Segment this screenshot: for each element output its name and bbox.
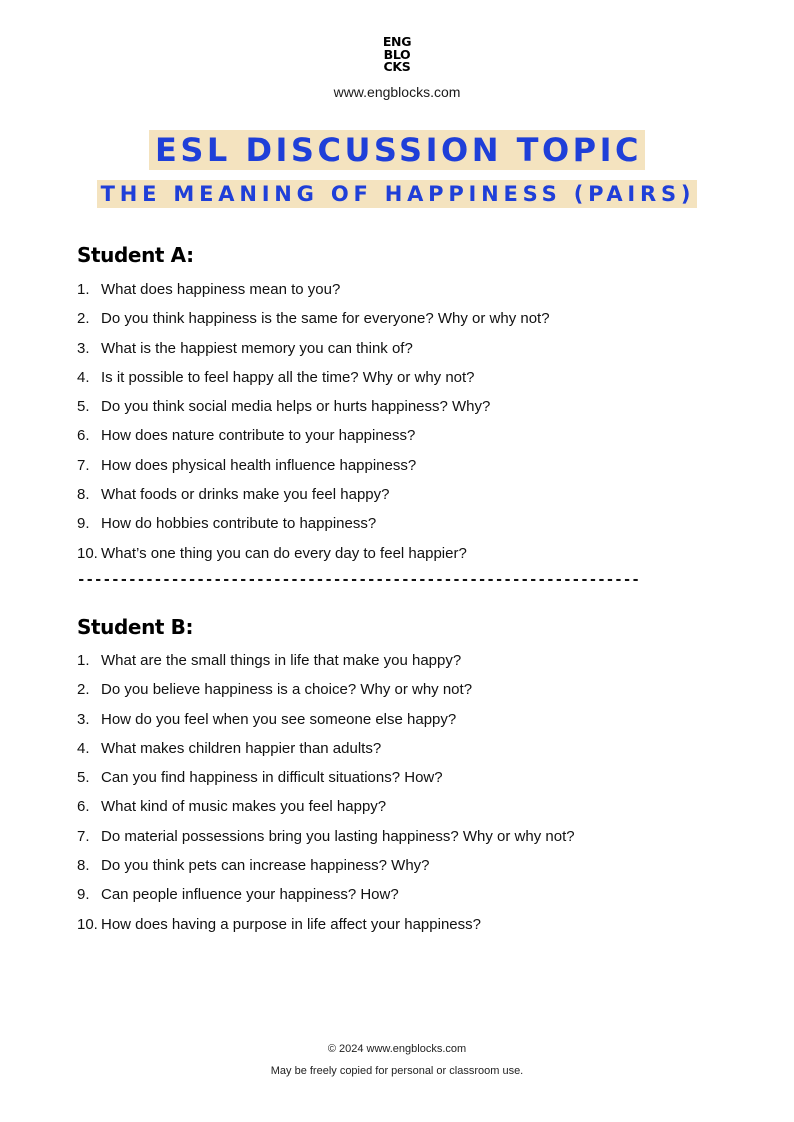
question-number: 1. <box>77 652 90 669</box>
title-sub-wrap <box>0 180 794 208</box>
question-item <box>77 485 737 514</box>
question-text: How do hobbies contribute to happiness? <box>101 515 377 533</box>
logo-line: ENG <box>382 34 412 49</box>
question-item <box>77 827 737 856</box>
title-main-wrap <box>0 130 794 170</box>
student-b-heading: Student B: <box>77 615 194 639</box>
question-item <box>77 368 737 397</box>
question-item <box>77 339 737 368</box>
question-item <box>77 885 737 914</box>
question-item <box>77 426 737 455</box>
question-number: 1. <box>77 281 90 298</box>
question-item <box>77 544 737 573</box>
question-text: What’s one thing you can do every day to feel happier? <box>101 544 467 562</box>
question-text: What are the small things in life that make you happy? <box>101 652 462 669</box>
page-subtitle: THE MEANING OF HAPPINESS (PAIRS) <box>97 180 698 208</box>
question-item <box>77 514 737 543</box>
section-divider: ------------------------------------------------------------------ <box>77 572 640 588</box>
logo-line: CKS <box>383 59 411 74</box>
question-text: Do you think happiness is the same for everyone? Why or why not? <box>101 310 550 328</box>
question-item <box>77 856 737 885</box>
footer-license: May be freely copied for personal or classroom use. <box>270 1065 524 1077</box>
question-text: How does nature contribute to your happiness? <box>101 427 416 445</box>
question-item <box>77 915 737 944</box>
question-number: 4. <box>77 368 90 386</box>
question-number: 2. <box>77 681 90 699</box>
question-number: 3. <box>77 339 90 357</box>
question-item <box>77 797 737 826</box>
question-number: 10. <box>77 915 98 933</box>
question-number: 9. <box>77 886 90 904</box>
question-text: How do you feel when you see someone else happy? <box>101 710 457 728</box>
question-text: Do material possessions bring you lasting happiness? Why or why not? <box>101 827 575 845</box>
question-number: 9. <box>77 515 90 533</box>
question-number: 3. <box>77 710 90 728</box>
question-text: Do you think pets can increase happiness? Why? <box>101 857 430 875</box>
question-number: 10. <box>77 544 98 562</box>
question-text: What makes children happier than adults? <box>101 739 382 757</box>
question-number: 4. <box>77 739 90 757</box>
site-url: www.engblocks.com <box>333 84 461 100</box>
question-number: 5. <box>77 398 90 416</box>
question-item <box>77 680 737 709</box>
question-number: 8. <box>77 486 90 504</box>
question-text: What does happiness mean to you? <box>101 281 341 298</box>
question-item <box>77 456 737 485</box>
question-number: 2. <box>77 310 90 328</box>
question-number: 6. <box>77 427 90 445</box>
question-text: Is it possible to feel happy all the time? Why or why not? <box>101 368 475 386</box>
question-item <box>77 309 737 338</box>
question-item <box>77 280 737 309</box>
question-number: 5. <box>77 769 90 787</box>
question-text: Can you find happiness in difficult situations? How? <box>101 769 443 787</box>
question-text: How does physical health influence happiness? <box>101 456 417 474</box>
student-a-question-list <box>77 280 737 573</box>
question-number: 6. <box>77 798 90 816</box>
logo-line: BLO <box>383 46 411 62</box>
question-text: How does having a purpose in life affect your happiness? <box>101 915 481 933</box>
question-text: Do you believe happiness is a choice? Why or why not? <box>101 681 473 699</box>
question-item <box>77 397 737 426</box>
question-item <box>77 651 737 680</box>
page-title: ESL DISCUSSION TOPIC <box>149 130 645 170</box>
question-text: Can people influence your happiness? How? <box>101 886 399 904</box>
question-text: Do you think social media helps or hurts happiness? Why? <box>101 398 491 416</box>
question-number: 8. <box>77 857 90 875</box>
question-text: What kind of music makes you feel happy? <box>101 798 387 816</box>
question-item <box>77 768 737 797</box>
question-number: 7. <box>77 456 90 474</box>
question-text: What foods or drinks make you feel happy? <box>101 486 390 504</box>
student-a-heading: Student A: <box>77 243 194 267</box>
question-number: 7. <box>77 827 90 845</box>
question-item <box>77 739 737 768</box>
student-b-question-list <box>77 651 737 944</box>
question-text: What is the happiest memory you can think of? <box>101 339 413 357</box>
question-item <box>77 710 737 739</box>
engblocks-logo <box>0 36 794 74</box>
footer-copyright: © 2024 www.engblocks.com <box>327 1043 467 1055</box>
